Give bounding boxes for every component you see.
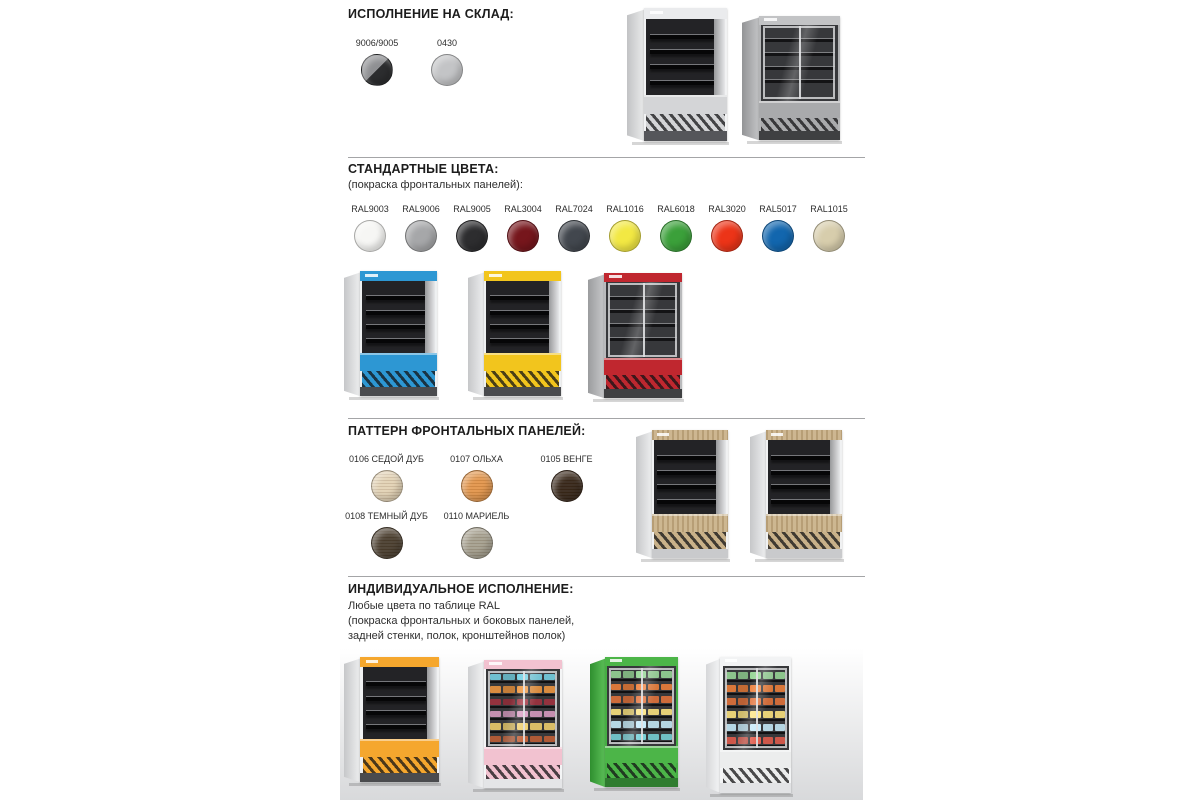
swatch-label: RAL9006 <box>402 204 440 214</box>
fridge-side-panel <box>750 431 767 558</box>
section-divider <box>348 576 865 577</box>
fridge-painted-yellow <box>468 271 561 399</box>
swatch-label: RAL9005 <box>453 204 491 214</box>
fridge-interior <box>646 19 724 95</box>
fridge-side-panel <box>627 9 645 141</box>
fridge-vent-grille <box>363 757 437 773</box>
color-swatch-ral3020 <box>702 204 752 252</box>
ral-swatch-row <box>345 204 854 252</box>
color-swatch-0106-седой-дуб <box>342 454 431 502</box>
fridge-front <box>484 271 561 396</box>
fridge-vent-grille <box>486 765 559 779</box>
fridge-canopy <box>604 273 682 282</box>
color-swatch-ral5017 <box>753 204 803 252</box>
shelf <box>657 484 715 489</box>
swatch-color-circle <box>609 220 641 252</box>
fridge-custom-white <box>706 657 791 796</box>
color-swatch-9006-9005 <box>347 38 407 86</box>
color-swatch-ral9003 <box>345 204 395 252</box>
fridge-glass-front <box>723 666 789 749</box>
section-title-custom: ИНДИВИДУАЛЬНОЕ ИСПОЛНЕНИЕ: <box>348 582 574 596</box>
fridge-canopy <box>360 271 437 281</box>
fridge-side-panel <box>344 658 361 782</box>
swatch-color-circle <box>354 220 386 252</box>
fridge-interior <box>768 440 840 513</box>
swatch-label: RAL5017 <box>759 204 797 214</box>
swatch-label: RAL3020 <box>708 204 746 214</box>
color-swatch-0108-темный-дуб <box>342 511 431 559</box>
fridge-custom-orange <box>344 657 439 785</box>
brand-logo <box>365 274 377 277</box>
fridge-glass-front <box>761 25 837 101</box>
custom-description-line: (покраска фронтальных и боковых панелей, <box>348 615 575 627</box>
shelf <box>366 696 426 701</box>
fridge-front-panel <box>360 739 439 757</box>
section-subtitle-standard-colors: (покраска фронтальных панелей): <box>348 179 523 191</box>
custom-description-line: задней стенки, полок, кронштейнов полок) <box>348 630 566 642</box>
fridge-interior <box>363 667 437 739</box>
fridge-interior <box>654 440 726 513</box>
fridge-canopy <box>766 430 842 440</box>
fridge-vent-grille <box>768 532 840 549</box>
fridge-front <box>484 660 562 788</box>
swatch-label: RAL1016 <box>606 204 644 214</box>
color-swatch-ral7024 <box>549 204 599 252</box>
swatch-color-circle <box>660 220 692 252</box>
fridge-interior <box>486 281 559 353</box>
brand-logo <box>657 433 669 436</box>
color-swatch-ral3004 <box>498 204 548 252</box>
swatch-color-circle <box>813 220 845 252</box>
shelf <box>366 724 426 729</box>
fridge-canopy <box>360 657 439 667</box>
fridge-front-panel <box>605 746 678 764</box>
swatch-label: 0110 МАРИЕЛЬ <box>443 511 510 521</box>
fridge-vent-grille <box>723 768 789 783</box>
swatch-color-circle <box>371 527 403 559</box>
fridge-glass-front <box>606 282 679 359</box>
swatch-label: RAL3004 <box>504 204 542 214</box>
shelf <box>366 681 426 686</box>
swatch-color-circle <box>762 220 794 252</box>
shelf <box>366 310 425 315</box>
fridge-base <box>644 131 727 140</box>
swatch-color-circle <box>405 220 437 252</box>
swatch-color-circle <box>431 54 463 86</box>
fridge-side-panel <box>344 272 361 396</box>
fridge-front <box>360 271 437 396</box>
section-title-stock: ИСПОЛНЕНИЕ НА СКЛАД: <box>348 7 514 21</box>
fridge-front <box>766 430 842 558</box>
fridge-base <box>484 779 562 788</box>
fridge-painted-blue <box>344 271 437 399</box>
fridge-side-panel <box>590 658 606 787</box>
swatch-color-circle <box>371 470 403 502</box>
fridge-custom-green <box>590 657 678 790</box>
fridge-interior <box>362 281 435 353</box>
shelf <box>490 338 549 343</box>
shelf <box>366 710 426 715</box>
shelf <box>650 49 713 54</box>
color-swatch-ral1015 <box>804 204 854 252</box>
fridge-vent-grille <box>606 375 679 389</box>
fridge-custom-pink <box>468 660 562 791</box>
brand-logo <box>771 433 783 436</box>
fridge-front-panel <box>652 514 728 533</box>
wood-swatch-row-1 <box>342 454 611 502</box>
swatch-color-circle <box>711 220 743 252</box>
fridge-wood-panel-2 <box>750 430 842 561</box>
fridge-base <box>766 549 842 558</box>
brand-logo <box>610 659 622 662</box>
fridge-front-panel <box>720 750 791 768</box>
fridge-base <box>652 549 728 558</box>
fridge-base <box>360 773 439 782</box>
fridge-vent-grille <box>362 371 435 387</box>
fridge-canopy <box>720 657 791 666</box>
fridge-vent-grille <box>761 118 837 132</box>
swatch-color-circle <box>558 220 590 252</box>
shelf <box>490 324 549 329</box>
swatch-color-circle <box>361 54 393 86</box>
fridge-base <box>605 778 678 787</box>
shelf <box>366 338 425 343</box>
swatch-color-circle <box>507 220 539 252</box>
color-swatch-0107-ольха <box>432 454 521 502</box>
swatch-label: RAL6018 <box>657 204 695 214</box>
fridge-base <box>360 387 437 396</box>
shelf <box>366 295 425 300</box>
fridge-front <box>360 657 439 782</box>
fridge-canopy <box>652 430 728 440</box>
fridge-front <box>720 657 791 793</box>
fridge-front-panel <box>766 514 842 533</box>
section-title-patterns: ПАТТЕРН ФРОНТАЛЬНЫХ ПАНЕЛЕЙ: <box>348 424 586 438</box>
glass-reflection <box>607 666 676 746</box>
glass-reflection <box>723 666 789 749</box>
fridge-wood-panel-1 <box>636 430 728 561</box>
color-swatch-ral1016 <box>600 204 650 252</box>
swatch-label: 0105 ВЕНГЕ <box>540 454 593 464</box>
swatch-color-circle <box>461 527 493 559</box>
shelf <box>771 484 829 489</box>
fridge-canopy <box>644 8 727 19</box>
glass-reflection <box>761 25 837 101</box>
fridge-base <box>759 131 840 140</box>
custom-description-line: Любые цвета по таблице RAL <box>348 600 500 612</box>
swatch-color-circle <box>456 220 488 252</box>
swatch-label: 0107 ОЛЬХА <box>450 454 503 464</box>
shelf <box>366 324 425 329</box>
fridge-canopy <box>484 271 561 281</box>
fridge-stock-glass-grey <box>742 16 840 143</box>
fridge-canopy <box>484 660 562 669</box>
shelf <box>490 310 549 315</box>
fridge-front-panel <box>484 353 561 371</box>
fridge-vent-grille <box>486 371 559 387</box>
fridge-glass-front <box>607 666 676 746</box>
fridge-stock-open-grey <box>627 8 727 144</box>
swatch-label: 0430 <box>436 38 458 48</box>
fridge-canopy <box>605 657 678 666</box>
section-title-standard-colors: СТАНДАРТНЫЕ ЦВЕТА: <box>348 162 499 176</box>
shelf <box>650 64 713 69</box>
shelf <box>490 295 549 300</box>
shelf <box>657 455 715 460</box>
fridge-vent-grille <box>607 763 676 777</box>
fridge-front-panel <box>484 747 562 764</box>
shelf <box>771 499 829 504</box>
brand-logo <box>609 275 621 278</box>
fridge-side-panel <box>636 431 653 558</box>
fridge-side-panel <box>468 661 485 788</box>
color-swatch-ral9005 <box>447 204 497 252</box>
color-swatch-0430 <box>417 38 477 86</box>
fridge-front <box>644 8 727 141</box>
swatch-label: RAL9003 <box>351 204 389 214</box>
shelf <box>650 80 713 85</box>
fridge-vent-grille <box>646 114 724 131</box>
swatch-color-circle <box>551 470 583 502</box>
fridge-base <box>604 389 682 398</box>
brand-logo <box>650 11 663 14</box>
fridge-side-panel <box>742 17 760 140</box>
fridge-front <box>652 430 728 558</box>
fridge-front-panel <box>360 353 437 371</box>
fridge-base <box>720 783 791 792</box>
section-divider <box>348 418 865 419</box>
brand-logo <box>764 18 777 21</box>
fridge-vent-grille <box>654 532 726 549</box>
wood-swatch-row-2 <box>342 511 521 559</box>
brand-logo <box>489 274 501 277</box>
fridge-front <box>604 273 682 398</box>
fridge-side-panel <box>706 658 721 793</box>
fridge-painted-red-glass <box>588 273 682 401</box>
swatch-label: 0108 ТЕМНЫЙ ДУБ <box>345 511 428 521</box>
swatch-label: RAL1015 <box>810 204 848 214</box>
shelf <box>657 470 715 475</box>
fridge-canopy <box>759 16 840 25</box>
color-swatch-ral9006 <box>396 204 446 252</box>
swatch-color-circle <box>461 470 493 502</box>
brand-logo <box>366 660 379 663</box>
color-swatch-ral6018 <box>651 204 701 252</box>
fridge-side-panel <box>588 274 605 398</box>
fridge-base <box>484 387 561 396</box>
fridge-front-panel <box>644 95 727 114</box>
fridge-glass-front <box>486 669 559 747</box>
fridge-front-panel <box>604 358 682 375</box>
shelf <box>650 34 713 39</box>
glass-reflection <box>606 282 679 359</box>
shelf <box>771 455 829 460</box>
fridge-side-panel <box>468 272 485 396</box>
brand-logo <box>489 662 501 665</box>
fridge-front <box>759 16 840 140</box>
color-swatch-0105-венге <box>522 454 611 502</box>
shelf <box>657 499 715 504</box>
stock-swatch-row <box>347 38 477 86</box>
fridge-front <box>605 657 678 787</box>
fridge-front-panel <box>759 101 840 118</box>
swatch-label: RAL7024 <box>555 204 593 214</box>
swatch-label: 0106 СЕДОЙ ДУБ <box>349 454 424 464</box>
swatch-label: 9006/9005 <box>355 38 399 48</box>
brand-logo <box>725 659 736 662</box>
shelf <box>771 470 829 475</box>
section-divider <box>348 157 865 158</box>
color-swatch-0110-мариель <box>432 511 521 559</box>
glass-reflection <box>486 669 559 747</box>
